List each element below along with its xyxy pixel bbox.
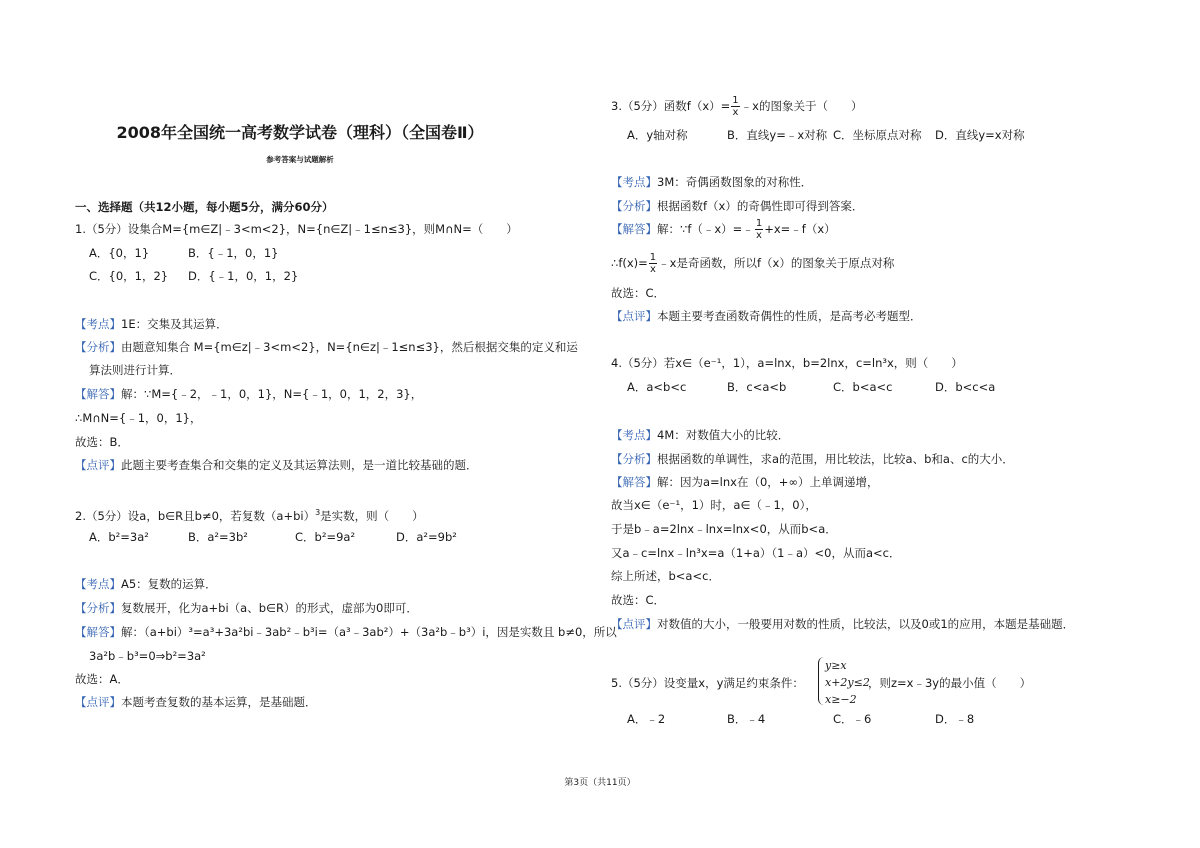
q1-option-d: D．{﹣1，0，1，2}	[188, 269, 299, 283]
q1-option-b: B．{﹣1，0，1}	[188, 246, 279, 260]
q3-jieda-2: ∴f(x)= $\frac{1}{x}$ ﹣x是奇函数，所以f（x）的图象关于原点对称	[611, 252, 895, 275]
q4-option-b: B．c<a<b	[727, 380, 787, 394]
q3-jieda: 【解答】解：∵f（﹣x）=﹣ $\frac{1}{x}$ +x=﹣f（x）	[611, 218, 836, 241]
q2-fenxi: 【分析】复数展开，化为a+bi（a、b∈R）的形式，虚部为0即可．	[75, 601, 418, 615]
q4-option-c: C．b<a<c	[833, 380, 893, 394]
q3-dianping: 【点评】本题主要考查函数奇偶性的性质，是高考必考题型．	[611, 309, 922, 323]
q2-option-d: D．a²=9b²	[396, 530, 457, 544]
q4-option-a: A．a<b<c	[627, 380, 687, 394]
page-footer: 第3页（共11页）	[564, 778, 636, 788]
q3-option-d: D．直线y=x对称	[935, 128, 1025, 142]
q2-jieda-2: 3a²b﹣b³=0⇒b²=3a²	[89, 649, 206, 663]
q3-fenxi: 【分析】根据函数f（x）的奇偶性即可得到答案．	[611, 199, 864, 213]
q5-option-a: A．﹣2	[627, 712, 666, 726]
q1-option-a: A．{0，1}	[89, 246, 150, 260]
q1-fenxi: 【分析】由题意知集合 M={m∈z|﹣3<m<2}，N={n∈z|﹣1≤n≤3}，然后根据交集的定义和运	[75, 340, 578, 354]
q3-option-c: C．坐标原点对称	[833, 128, 922, 142]
q4-jieda-2: 故当x∈（e⁻¹，1）时，a∈（﹣1，0），	[611, 498, 817, 512]
q2-dianping: 【点评】本题考查复数的基本运算，是基础题．	[75, 695, 317, 709]
q5-option-b: B．﹣4	[727, 712, 766, 726]
q4-jieda-3: 于是b﹣a=2lnx﹣lnx=lnx<0，从而b<a．	[611, 522, 837, 536]
q4-stem: 4.（5分）若x∈（e⁻¹，1），a=lnx，b=2lnx，c=ln³x，则（ ）	[611, 356, 963, 370]
q3-fraction: $\frac{1}{x}$	[732, 95, 739, 118]
q4-fenxi: 【分析】根据函数的单调性，求a的范围，用比较法，比较a、b和a、c的大小．	[611, 452, 1014, 466]
page-title: 2008年全国统一高考数学试卷（理科）（全国卷Ⅱ）	[116, 123, 484, 142]
q5-constraint-2: x+2y≤2	[825, 676, 870, 689]
q2-jieda: 【解答】解：（a+bi）³=a³+3a²bi﹣3ab²﹣b³i=（a³﹣3ab²）+（3a²b﹣b³）i，因是实数且 b≠0，所以	[75, 625, 617, 639]
q4-kaodian: 【考点】4M：对数值大小的比较．	[611, 428, 790, 442]
q2-option-a: A．b²=3a²	[89, 530, 149, 544]
q1-dianping: 【点评】此题主要考查集合和交集的定义及其运算法则，是一道比较基础的题．	[75, 458, 478, 472]
q4-jieda-5: 综上所述，b<a<c．	[611, 569, 720, 583]
q4-jieda: 【解答】解：因为a=lnx在（0，+∞）上单调递增，	[611, 475, 879, 489]
q5-constraint-1: y≥x	[825, 659, 847, 672]
q4-dianping: 【点评】对数值的大小，一般要用对数的性质，比较法，以及0或1的应用，本题是基础题．	[611, 617, 1075, 631]
q5-stem-post: ，则z=x﹣3y的最小值（ ）	[868, 676, 1032, 690]
q3-option-a: A．y轴对称	[627, 128, 688, 142]
q5-constraint-3: x≥−2	[825, 693, 857, 706]
q5-option-d: D．﹣8	[935, 712, 975, 726]
q1-kaodian: 【考点】1E：交集及其运算．	[75, 317, 228, 331]
section-heading: 一、选择题（共12小题，每小题5分，满分60分）	[75, 200, 334, 214]
q2-kaodian: 【考点】A5：复数的运算．	[75, 577, 217, 591]
q3-stem: 3.（5分）函数f（x）= $\frac{1}{x}$ ﹣x的图象关于（ ）	[611, 95, 863, 118]
q3-answer: 故选：C．	[611, 286, 666, 300]
q2-answer: 故选：A．	[75, 672, 129, 686]
q1-fenxi-cont: 算法则进行计算．	[89, 363, 181, 377]
q1-stem: 1.（5分）设集合M={m∈Z|﹣3<m<2}，N={n∈Z|﹣1≤n≤3}，则M∩N=（ ）	[75, 222, 518, 236]
q2-option-b: B．a²=3b²	[188, 530, 248, 544]
q1-answer: 故选：B．	[75, 435, 129, 449]
q4-answer: 故选：C．	[611, 593, 666, 607]
q3-option-b: B．直线y=﹣x对称	[727, 128, 828, 142]
q5-stem-pre: 5.（5分）设变量x，y满足约束条件：	[611, 676, 804, 690]
page-subtitle: 参考答案与试题解析	[266, 155, 334, 164]
q3-kaodian: 【考点】3M：奇偶函数图象的对称性．	[611, 175, 813, 189]
q2-option-c: C．b²=9a²	[295, 530, 356, 544]
q1-jieda: 【解答】解：∵M={﹣2，﹣1，0，1}，N={﹣1，0，1，2，3}，	[75, 387, 423, 401]
q2-stem: 2.（5分）设a，b∈R且b≠0，若复数$(a+bi)^3$是实数，则（ ）	[75, 508, 424, 523]
q4-jieda-4: 又a﹣c=lnx﹣ln³x=a（1+a）（1﹣a）<0，从而a<c．	[611, 546, 901, 560]
q1-jieda-2: ∴M∩N={﹣1，0，1}，	[75, 411, 202, 425]
q5-option-c: C．﹣6	[833, 712, 872, 726]
q1-option-c: C．{0，1，2}	[89, 269, 169, 283]
q4-option-d: D．b<c<a	[935, 380, 996, 394]
